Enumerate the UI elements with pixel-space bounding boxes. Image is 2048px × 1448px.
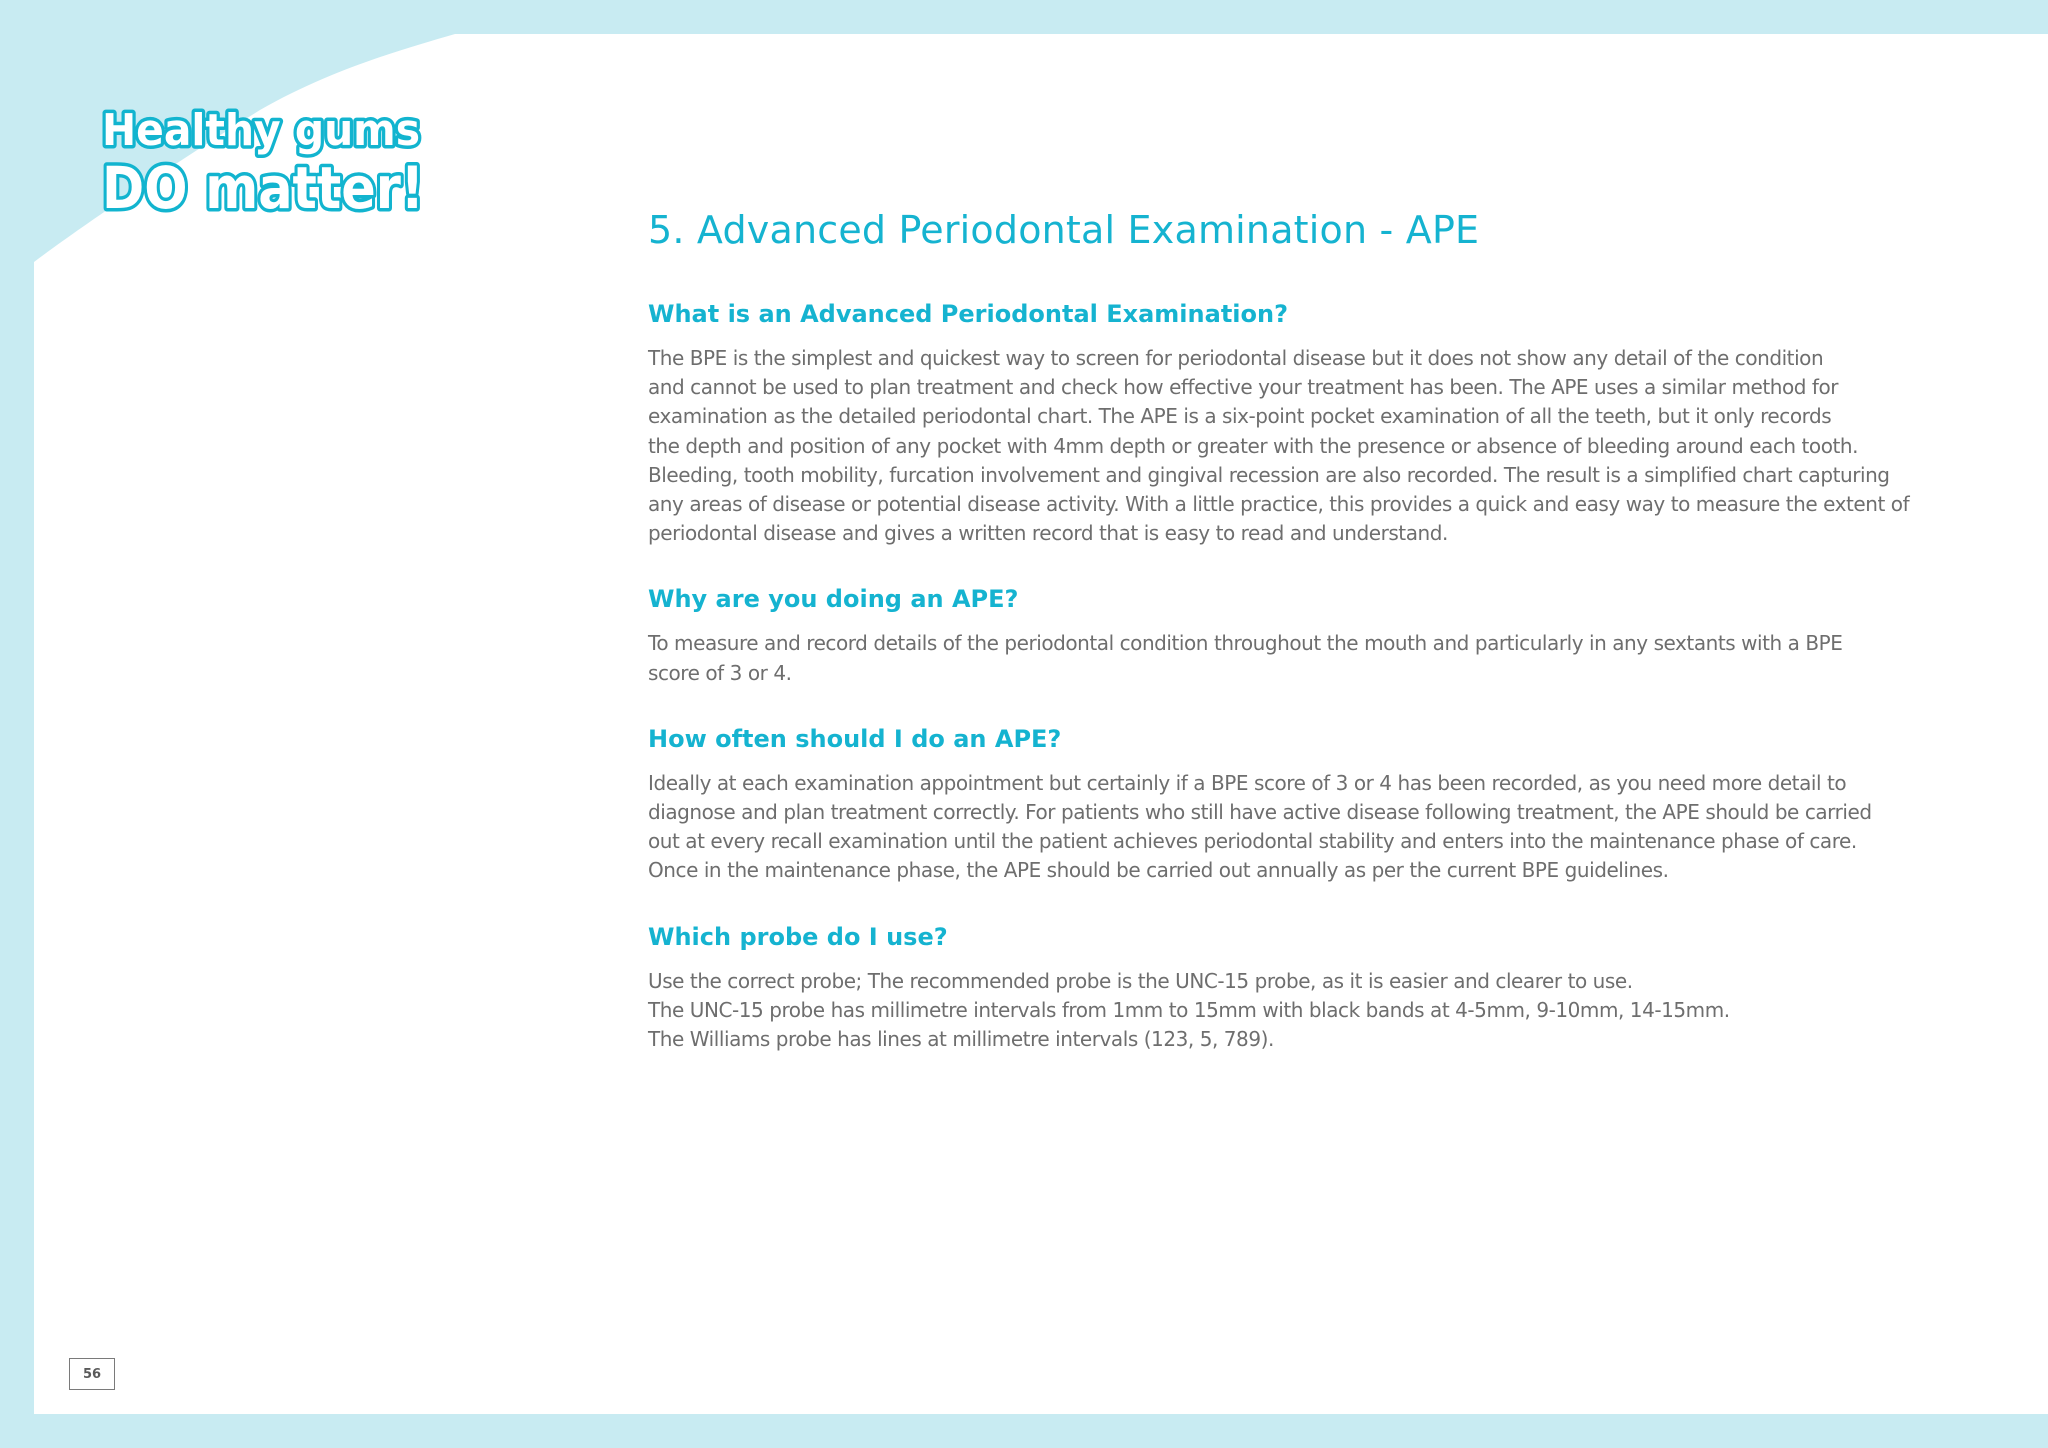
page-title: 5. Advanced Periodontal Examination - APE — [648, 208, 1480, 252]
logo-line-1: Healthy gums — [102, 105, 420, 156]
section-heading: How often should I do an APE? — [648, 724, 1062, 753]
section-body: To measure and record details of the periodontal condition throughout the mouth and particularly in any sextants with a BPE score of 3 or 4. — [648, 631, 1843, 685]
section-what-is-ape — [648, 296, 1948, 548]
page-number: 56 — [69, 1358, 115, 1390]
logo-line-2: DO matter! — [102, 154, 424, 222]
section-how-often — [648, 721, 1948, 886]
section-heading: Which probe do I use? — [648, 922, 948, 951]
healthy-gums-logo — [98, 100, 428, 220]
section-which-probe — [648, 919, 1948, 1055]
section-heading: What is an Advanced Periodontal Examination? — [648, 300, 1289, 328]
section-body: Use the correct probe; The recommended probe is the UNC-15 probe, as it is easier and clearer to use. The UNC-15 probe has millimetre intervals from 1mm to 15mm with black bands at 4-5mm, 9-10mm, 14-15mm. The Williams probe has lines at millimetre intervals (123, 5, 789). — [648, 968, 1730, 1052]
section-body: Ideally at each examination appointment but certainly if a BPE score of 3 or 4 has been recorded, as you need more detail to diagnose and plan treatment correctly. For patients who still have active disease following treatment, the APE should be carried out at every recall examination until the patient achieves periodontal stability and enters into the maintenance phase of care. Once in the maintenance phase, the APE should be carried out annually as per the current BPE guidelines. — [648, 770, 1872, 883]
section-why-ape — [648, 581, 1948, 687]
section-heading: Why are you doing an APE? — [648, 585, 1019, 614]
section-body: The BPE is the simplest and quickest way to screen for periodontal disease but it does not show any detail of the condition and cannot be used to plan treatment and check how effective your treatment has been. The APE uses a similar method for examination as the detailed periodontal chart. The APE is a six-point pocket examination of all the teeth, but it only records the depth and position of any pocket with 4mm depth or greater with the presence or absence of bleeding around each tooth. Bleeding, tooth mobility, furcation involvement and gingival recession are also recorded. The result is a simplified chart capturing any areas of disease or potential disease activity. With a little practice, this provides a quick and easy way to measure the extent of periodontal disease and gives a written record that is easy to read and understand. — [648, 346, 1910, 546]
main-content — [648, 202, 1948, 1087]
